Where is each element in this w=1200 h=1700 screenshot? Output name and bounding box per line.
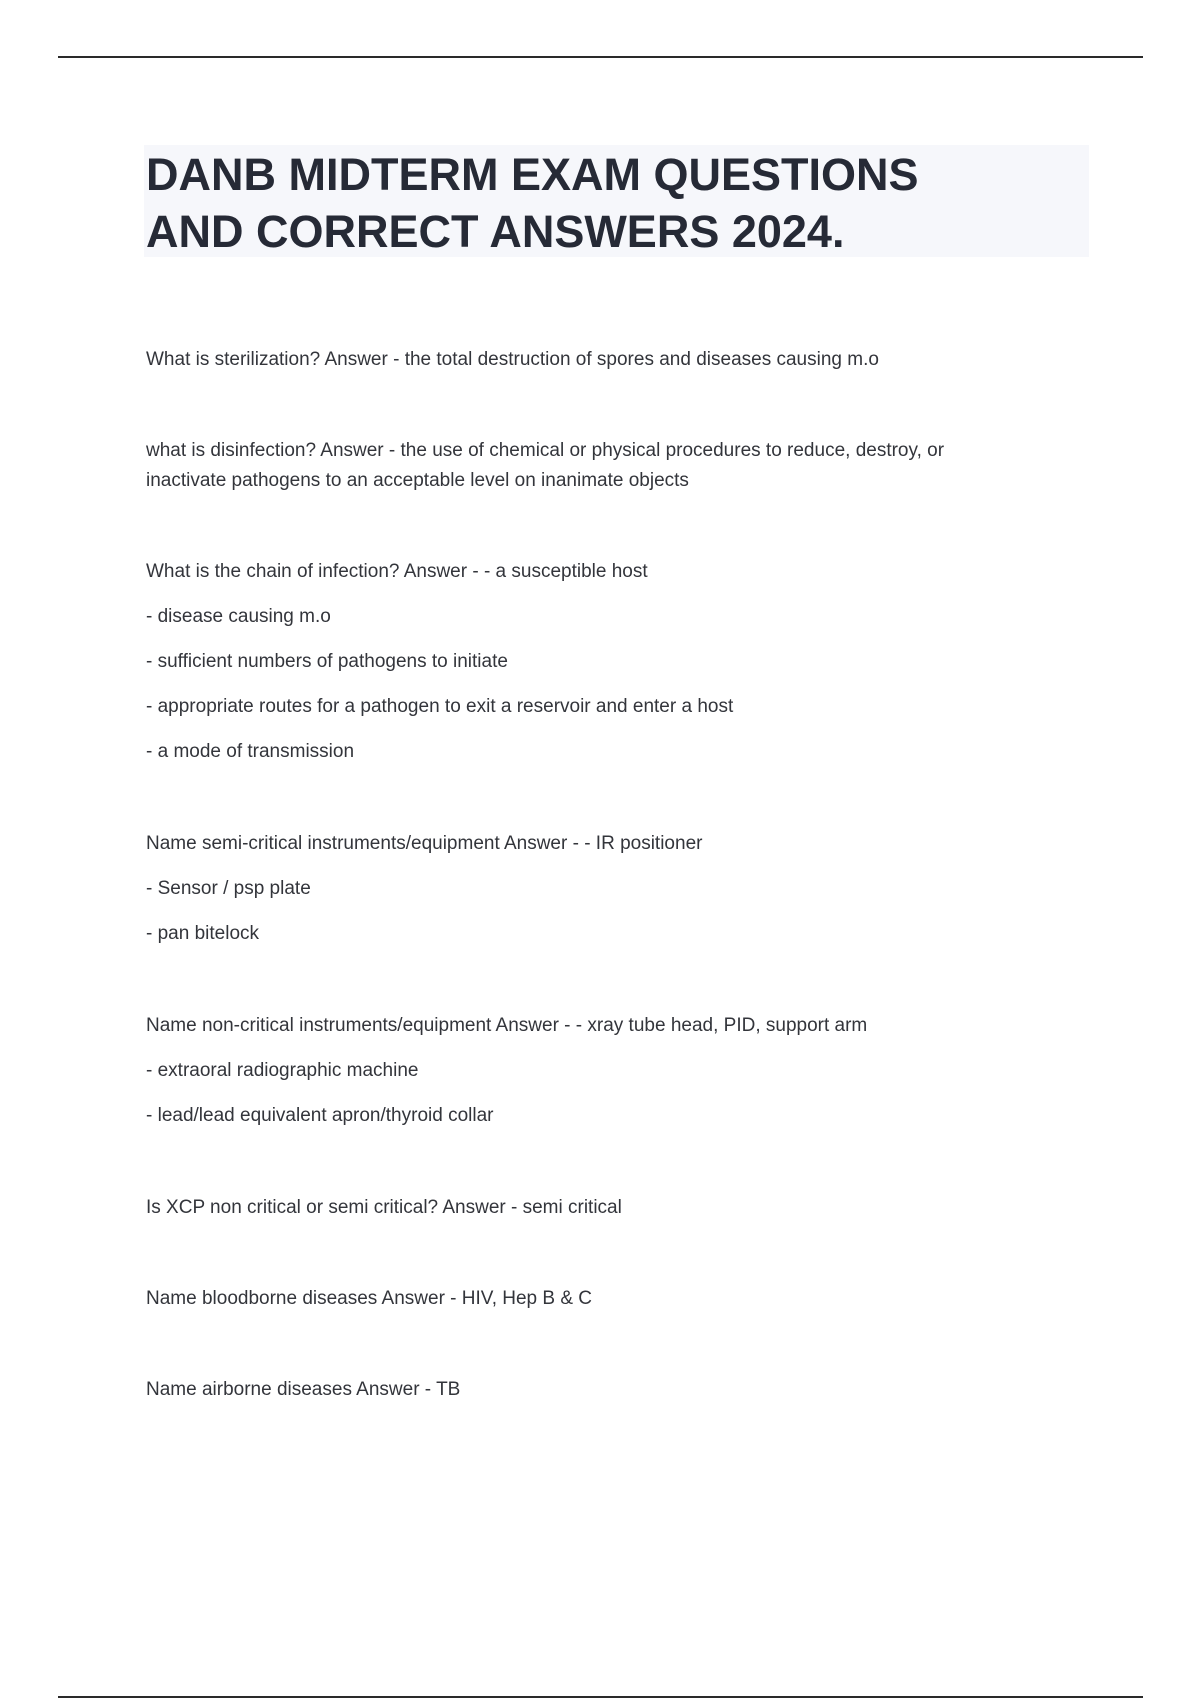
qa-text: inactivate pathogens to an acceptable level on inanimate objects — [146, 470, 689, 491]
qa-text: Name bloodborne diseases Answer - HIV, Hep B & C — [146, 1288, 593, 1309]
list-item: - extraoral radiographic machine — [146, 1060, 419, 1081]
qa-chain-of-infection — [146, 557, 1046, 767]
list-item: - disease causing m.o — [146, 606, 331, 627]
list-item: - lead/lead equivalent apron/thyroid collar — [146, 1105, 494, 1126]
qa-non-critical — [146, 1011, 1046, 1131]
title-line-2: AND CORRECT ANSWERS 2024. — [146, 206, 845, 257]
list-item: - Sensor / psp plate — [146, 878, 311, 899]
top-rule — [58, 56, 1143, 58]
qa-text: Name airborne diseases Answer - TB — [146, 1379, 461, 1400]
qa-semi-critical — [146, 829, 1046, 949]
qa-xcp — [146, 1193, 1046, 1223]
list-item: - appropriate routes for a pathogen to exit a reservoir and enter a host — [146, 696, 734, 717]
qa-text: What is sterilization? Answer - the total destruction of spores and diseases causing m.o — [146, 349, 879, 370]
qa-sterilization — [146, 345, 1046, 375]
list-item: - a mode of transmission — [146, 741, 355, 762]
qa-bloodborne — [146, 1284, 1046, 1314]
bottom-rule — [58, 1696, 1143, 1698]
qa-airborne — [146, 1375, 1046, 1405]
qa-text: What is the chain of infection? Answer - - a susceptible host — [146, 561, 648, 582]
list-item: - pan bitelock — [146, 923, 260, 944]
qa-disinfection — [146, 436, 1046, 496]
qa-text: Name semi-critical instruments/equipment Answer - - IR positioner — [146, 833, 703, 854]
qa-text: Is XCP non critical or semi critical? Answer - semi critical — [146, 1197, 622, 1218]
title-line-1: DANB MIDTERM EXAM QUESTIONS — [146, 149, 919, 200]
list-item: - sufficient numbers of pathogens to initiate — [146, 651, 508, 672]
qa-text: Name non-critical instruments/equipment Answer - - xray tube head, PID, support arm — [146, 1015, 868, 1036]
document-title — [146, 146, 1076, 260]
qa-text: what is disinfection? Answer - the use of chemical or physical procedures to reduce, destroy, or — [146, 440, 945, 461]
